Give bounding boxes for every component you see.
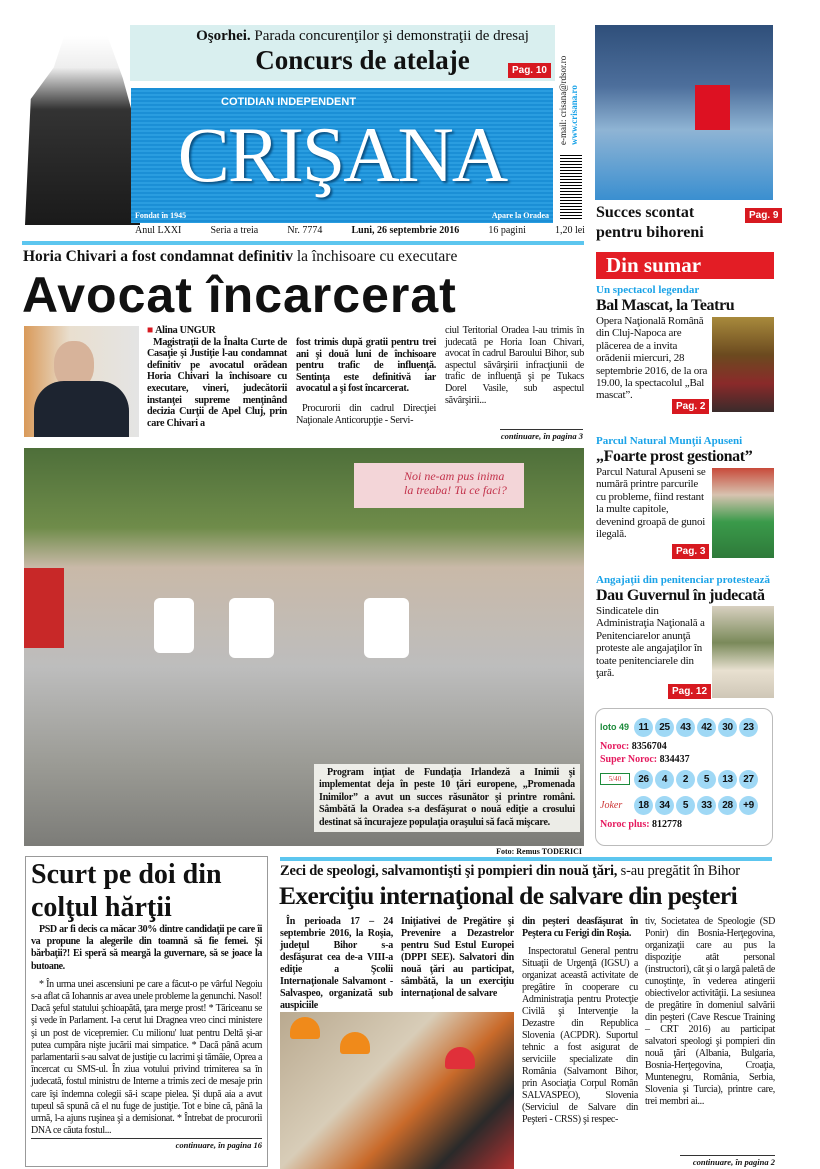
divider-blue-2 bbox=[280, 857, 772, 861]
rescue-kicker: s-au pregătit în Bihor bbox=[620, 863, 740, 879]
rescue-col1: În perioada 17 – 24 septembrie 2016, la Roşia, judeţul Bihor s-a desfăşurat cea de-a VIII-a ediţie a Şcolii Internaţionale Salvamont - Salvaspeo, organizată sub auspiciile bbox=[280, 916, 393, 1011]
barcode bbox=[560, 155, 582, 220]
lotto-ball: 23 bbox=[739, 718, 758, 737]
rescue-headline[interactable]: Exerciţiu internaţional de salvare din peşteri bbox=[279, 881, 738, 910]
lead-col2b: Procurorii din cadrul Direcţiei Naţionale Anticorupţie - Servi- bbox=[296, 402, 436, 426]
lotto-ball: 2 bbox=[676, 770, 695, 789]
rescue-continued-link[interactable]: continuare, în pagina 2 bbox=[680, 1155, 775, 1167]
sumar-header: Din sumar bbox=[596, 252, 774, 279]
sumar-items-2-title: Dau Guvernul în judecată bbox=[596, 587, 765, 604]
lotto-plus_label: Noroc plus: bbox=[600, 819, 650, 830]
lotto-ball: +9 bbox=[739, 796, 758, 815]
column-body: * În urma unei ascensiuni pe care a făcut-o pe vârful Negoiu s-a aflat că Iohannis ar avea unele probleme la genunchi. Nasol! Dacă şeful statului şchioapătă, ţara merge prost! * Tăriceanu se şi vede în Parlament. I-a cerut lui Dragnea vreo cinci ministere şi un post de vicepremier. Cu milionu' luat pentru Deltă şi-ar putea cumpăra nişte jucării mai simpatice. * Dacă până acum parlamentarii s-au salvat de justiţie cu lacrimi şi tămâie, Oprea a încercat cu SMS-ul. În ziua votului privind trimiterea sa în judecată, fostul ministru de Interne a trimis zeci de mesaje prin care îşi îndemna colegii să-i scape pielea. Şi după aia a avut tupeul să spună că el nu fuge de justiţie. Tot e bine că, până la urmă, l-a ajuns ruşinea şi a demisionat. * Întrebat de procurorii DNA ce căuta fostul... bbox=[31, 978, 262, 1137]
lotto-ball: 42 bbox=[697, 718, 716, 737]
teaser-title: Concurs de atelaje bbox=[255, 45, 470, 75]
teaser-box[interactable] bbox=[130, 25, 555, 81]
column-continued-link[interactable]: continuare, în pagina 16 bbox=[31, 1138, 262, 1150]
issue-pages: 16 pagini bbox=[488, 225, 526, 236]
sport-title[interactable]: Succes scontat pentru bihoreni bbox=[596, 204, 704, 241]
lead-kicker bbox=[23, 248, 457, 266]
handball-photo[interactable] bbox=[595, 25, 773, 200]
prison-worker-photo bbox=[712, 606, 774, 698]
rescue-col4: tiv, Societatea de Speologie (SD Ponir) din Bosnia-Herţegovina, organizaţii care au pus la dispoziţie atât personal (instructori), cât şi o largă paletă de cunoştinţe, în vederea atingerii obiectivelor activităţii. La sesiunea de pregătire în domeniul salvării din peşteri (Cave Rescue Training – CRT 2016) au participat salvatori speologi şi pompieri din nouă ţări (Albania, Bulgaria, Bosnia-Herţegovina, Croaţia, Muntenegru, România, Serbia, Slovenia şi Turcia), printre care, trei membri ai... bbox=[645, 916, 776, 1107]
issue-year: Anul LXXI bbox=[135, 225, 182, 236]
sumar-items-0-kicker: Un spectacol legendar bbox=[596, 284, 700, 296]
lotto-box bbox=[595, 708, 773, 846]
column-title[interactable]: Scurt pe doi din colţul hărţii bbox=[31, 859, 222, 923]
lotto-ball: 34 bbox=[655, 796, 674, 815]
noroc-plus-number: 812778 bbox=[652, 819, 683, 830]
lotto-ball: 18 bbox=[634, 796, 653, 815]
teaser-kicker: Parada concurenţilor şi demonstraţii de dresaj bbox=[254, 28, 529, 44]
event-banner: Noi ne-am pus inima la treaba! Tu ce faci? bbox=[354, 463, 524, 508]
masthead-tagline: COTIDIAN INDEPENDENT bbox=[221, 96, 357, 108]
rescue-col2: Iniţiativei de Pregătire şi Prevenire a Dezastrelor pentru Sud Estul Europei (DPPI SEE). Salvatori din nouă ţări au participat, sâmbătă, la un exerciţiu internaţional de salvare bbox=[401, 916, 514, 999]
photo-credit: Foto: Remus TODERICI bbox=[496, 847, 582, 856]
lotto-ball: 13 bbox=[718, 770, 737, 789]
masthead-logo: CRIŞANA bbox=[177, 111, 507, 198]
column-intro: PSD ar fi decis ca măcar 30% dintre candidaţii pe care îi va propune la alegerile din toamnă să fie femei. Şi bărbaţii?! Ei speră să meargă la guvernare, să se joace la butoane. bbox=[31, 924, 262, 972]
masthead-founded: Fondat în 1945 bbox=[135, 211, 187, 220]
contact-email[interactable]: e-mail: crisana@rdsor.ro bbox=[558, 55, 568, 145]
rider-photo bbox=[25, 15, 140, 225]
lead-kicker_bold: Horia Chivari a fost condamnat definitiv bbox=[23, 248, 293, 265]
lotto-ball: 5 bbox=[697, 770, 716, 789]
issue-number: Nr. 7774 bbox=[287, 225, 323, 236]
sumar-items-1-page[interactable]: Pag. 3 bbox=[672, 544, 709, 559]
run-photo[interactable] bbox=[24, 448, 584, 846]
teaser-kicker-bold: Oşorhei. bbox=[196, 28, 251, 44]
lead-headline[interactable]: Avocat încarcerat bbox=[22, 267, 457, 323]
photo-caption: Program inţiat de Fundaţia Irlandeză a Inimii şi implementat deja în peste 10 ţări europene, „Promenada Inimilor” a avut un succes răsunător şi printre români. Sâmbătă la Oradea s-a desfăşurat o nouă ediţie a crosului destinat să încurajeze populaţia oraşului să facă mişcare. bbox=[314, 764, 580, 832]
sumar-items-1-title: „Foarte prost gestionat” bbox=[596, 448, 753, 465]
lead-kicker: la închisoare cu executare bbox=[296, 248, 458, 265]
sport-page-badge[interactable]: Pag. 9 bbox=[745, 208, 782, 223]
player-jersey-icon bbox=[695, 85, 730, 130]
super-noroc-number: 834437 bbox=[659, 754, 690, 765]
rescue-col3a: din peşteri deasfăşurat în Peştera cu Ferigi din Roşia. bbox=[522, 916, 638, 939]
lawyer-photo bbox=[24, 326, 139, 437]
joker-numbers bbox=[634, 796, 760, 815]
park-official-photo bbox=[712, 468, 774, 558]
sumar-items-1-text: Parcul Natural Apuseni se numără printre parcurile cu probleme, fiind restant la multe capitole, devenind groapă de gunoi ilegală. bbox=[596, 466, 706, 541]
sumar-items-2-page[interactable]: Pag. 12 bbox=[668, 684, 711, 699]
rescue-kicker_bold: Zeci de speologi, salvamontişti şi pompieri din nouă ţări, bbox=[280, 863, 618, 879]
sumar-items-1-kicker: Parcul Natural Munţii Apuseni bbox=[596, 435, 743, 447]
lotto-ball: 30 bbox=[718, 718, 737, 737]
noroc-number: 8356704 bbox=[631, 741, 667, 752]
sumar-item[interactable] bbox=[596, 435, 774, 560]
loto-5-40-logo: 5/40 bbox=[600, 773, 630, 785]
sumar-item[interactable] bbox=[596, 284, 774, 419]
lotto-ball: 26 bbox=[634, 770, 653, 789]
contact-web[interactable]: www.crisana.ro bbox=[569, 85, 579, 145]
sumar-items-0-text: Opera Naţională Română din Cluj-Napoca are plăcerea de a invita orădenii miercuri, 28 septembrie 2016, de la ora 19.00, la spectacolul „Bal mascat”. bbox=[596, 315, 708, 402]
issue-series: Seria a treia bbox=[210, 225, 259, 236]
lotto-ball: 5 bbox=[676, 796, 695, 815]
lotto-ball: 43 bbox=[676, 718, 695, 737]
lotto-ball: 11 bbox=[634, 718, 653, 737]
five-numbers bbox=[634, 770, 760, 789]
issue-date: Luni, 26 septembrie 2016 bbox=[351, 225, 460, 236]
sumar-items-0-page[interactable]: Pag. 2 bbox=[672, 399, 709, 414]
issue-price: 1,20 lei bbox=[554, 225, 585, 236]
sumar-item[interactable] bbox=[596, 574, 774, 699]
cave-rescue-photo bbox=[280, 1012, 514, 1169]
column-box bbox=[25, 856, 268, 1167]
masthead[interactable] bbox=[131, 88, 553, 223]
lotto-ball: 28 bbox=[718, 796, 737, 815]
lead-col1: Magistraţii de la Înalta Curte de Casaţie şi Justiţie l-au condamnat definitiv pe avocatul orădean Horia Chivari la închisoare cu executare, vineri, judecătorii instanţei supreme menţinând decizia Curţii de Apel Cluj, prin care Chivari a bbox=[147, 336, 287, 429]
lotto-ball: 33 bbox=[697, 796, 716, 815]
sumar-items-2-kicker: Angajaţii din penitenciar protestează bbox=[596, 574, 771, 586]
lotto-ball: 25 bbox=[655, 718, 674, 737]
lead-col2a: fost trimis după gratii pentru trei ani şi două luni de închisoare pentru trafic de influenţă. Sentinţa este definitivă iar avocatul a şi fost încarcerat. bbox=[296, 337, 436, 395]
lotto-ball: 4 bbox=[655, 770, 674, 789]
loto-numbers bbox=[634, 718, 760, 737]
masthead-city: Apare la Oradea bbox=[491, 211, 549, 220]
lead-col3: ciul Teritorial Oradea l-au trimis în judecată pe Horia Ioan Chivari, avocat în cadrul Baroului Bihor, sub aspectul săvârşirii infracţiunii de trafic de influenţă şi pe Tukacs Dorel Vasile, sub aspectul săvârşirii... bbox=[445, 325, 584, 406]
lotto-ball: 27 bbox=[739, 770, 758, 789]
sumar-items-0-title: Bal Mascat, la Teatru bbox=[596, 297, 735, 314]
lead-continued-link[interactable]: continuare, în pagina 3 bbox=[500, 431, 583, 441]
lotto-super_label: Super Noroc: bbox=[600, 754, 658, 765]
opera-photo bbox=[712, 317, 774, 412]
lead-author: Alina UNGUR bbox=[155, 325, 216, 336]
loto-49-logo: loto 49 bbox=[600, 721, 630, 732]
joker-logo: Joker bbox=[600, 799, 623, 811]
rescue-kicker bbox=[280, 863, 740, 880]
issue-info-row bbox=[135, 225, 585, 236]
rescue-col3b: Inspectoratul General pentru Situaţii de Urgenţă (IGSU) a organizat această activitate de pregătire în cooperare cu Administraţia pentru Protecţie Civilă şi Intervenţie la Dezastre din Republica Slovenia (ACPDR). Suportul tehnic a fost asigurat de serviciile specializate din România (Salvamont Bihor, prin Asociaţia Corpul Român SALVASPEO), Slovenia (Serviciul de Salvare din Peşteri - CRSS) şi respec- bbox=[522, 946, 638, 1125]
sumar-items-2-text: Sindicatele din Administraţia Naţională a Penitenciarelor anunţă proteste ale angajaţilor în toate penitenciarele din ţară. bbox=[596, 605, 705, 680]
lotto-noroc_label: Noroc: bbox=[600, 741, 630, 752]
teaser-page-badge[interactable]: Pag. 10 bbox=[508, 63, 551, 78]
divider-blue bbox=[22, 241, 584, 245]
